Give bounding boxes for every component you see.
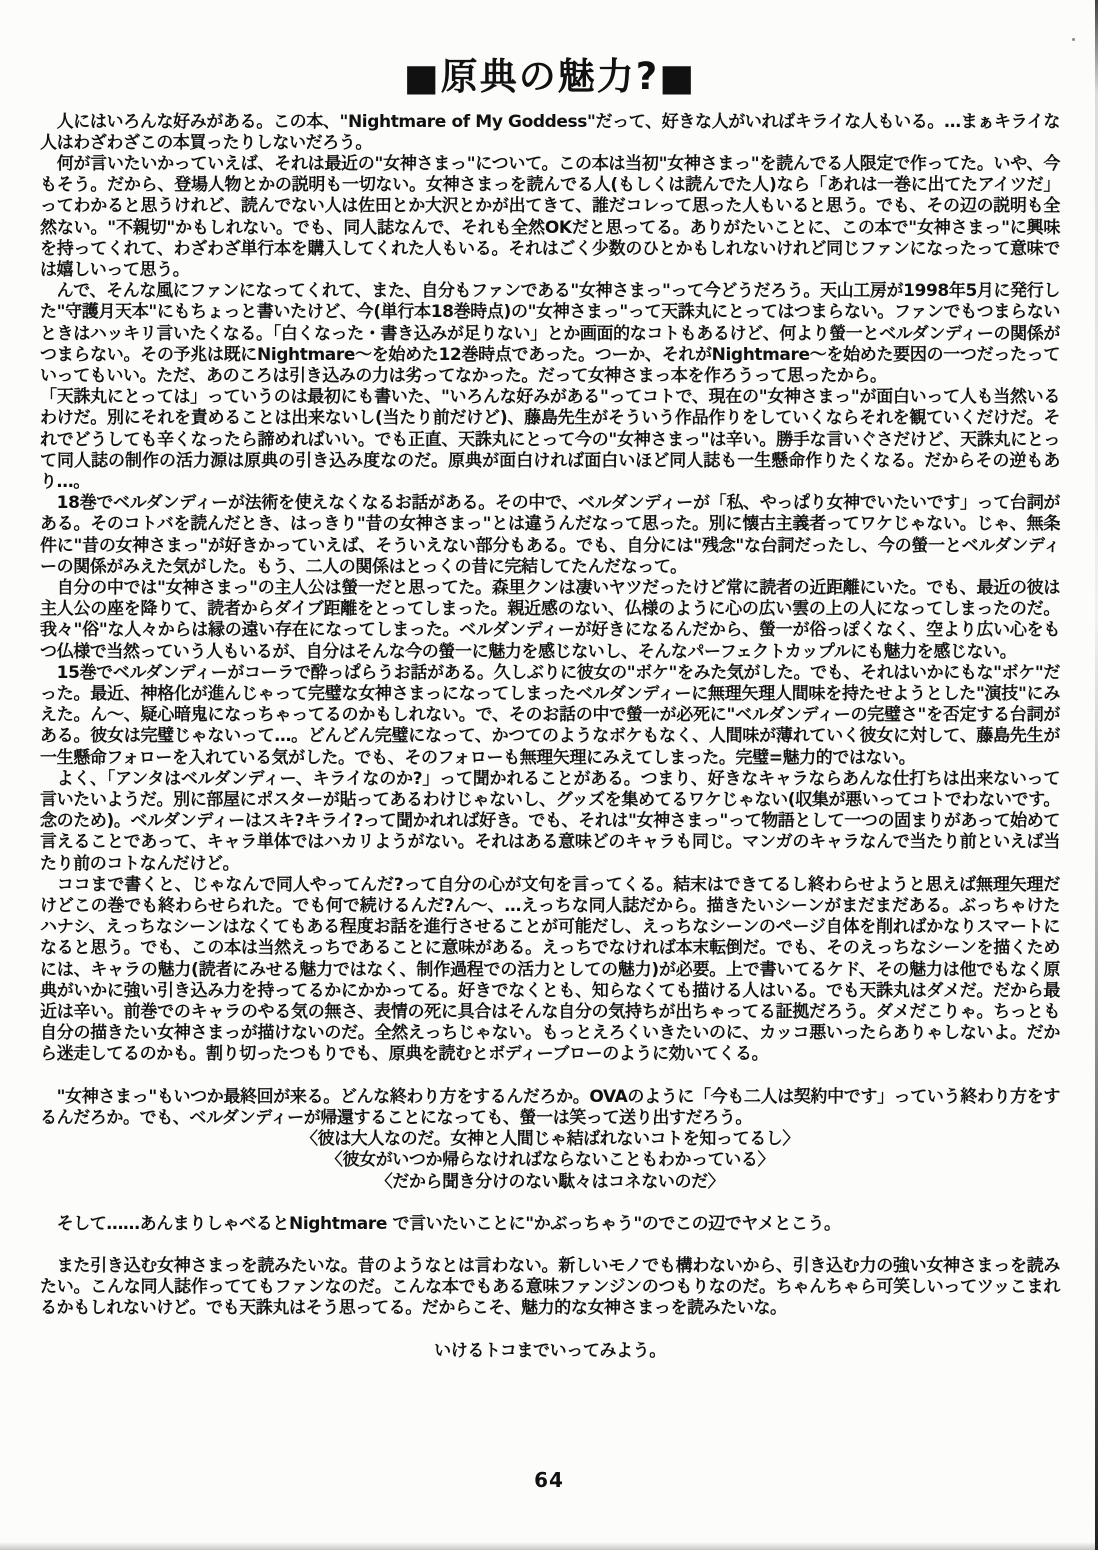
paragraph: 〈彼女がいつか帰らなければならないこともわかっている〉: [325, 1150, 775, 1171]
paragraph: 何が言いたいかっていえば、それは最近の"女神さまっ"について。この本は当初"女神さまっ"を読んでる人限定で作ってた。いや、今もそう。だから、登場人物とかの説明も一切ない。女神さまっを読んでる人(もしくは読んでた人)なら「あれは一巻に出てたアイツだ」ってわかると思うけれど、読んでない人は佐田とか大沢とかが出てきて、誰だコレって思った人もいると思う。でも、その辺の説明も全然ない。"不親切"かもしれない。でも、同人誌なんで、それも全然OKだと思ってる。ありがたいことに、この本で"女神さまっ"に興味を持ってくれて、わざわざ単行本を購入してくれた人もいる。それはごく少数のひとかもしれないけれど同じファンになったって意味では嬉しいって思う。: [40, 153, 1060, 280]
paragraph: また引き込む女神さまっを読みたいな。昔のようなとは言わない。新しいモノでも構わないから、引き込む力の強い女神さまっを読みたい。こんな同人誌作っててもファンなのだ。こんな本でもある意味ファンジンのつもりなのだ。ちゃんちゃら可笑しいってツッこまれるかもしれないけど。でも天誅丸はそう思ってる。だからこそ、魅力的な女神さまっを読みたいな。: [40, 1255, 1060, 1319]
paragraph: 18巻でベルダンディーが法術を使えなくなるお話がある。その中で、ベルダンディーが「私、やっぱり女神でいたいです」って台詞がある。そのコトバを読んだとき、はっきり"昔の女神さまっ"とは違うんだなって思った。別に懐古主義者ってワケじゃない。じゃ、無条件に"昔の女神さまっ"が好きかっていえば、そういえない部分もある。でも、自分には"残念"な台詞だったし、今の螢一とベルダンディーの関係がみえた気がした。もう、二人の関係はとっくの昔に完結してたんだなって。: [40, 493, 1060, 577]
paragraph: "女神さまっ"もいつか最終回が来る。どんな終わり方をするんだろか。OVAのように「今も二人は契約中です」っていう終わり方をするんだろか。でも、ベルダンディーが帰還することになっても、螢一は笑って送り出すだろう。: [40, 1086, 1060, 1128]
paragraph: 自分の中では"女神さまっ"の主人公は螢一だと思ってた。森里クンは凄いヤツだったけど常に読者の近距離にいた。でも、最近の彼は主人公の座を降りて、読者からダイブ距離をとってしまった。親近感のない、仏様のように心の広い雲の上の人になってしまったのだ。我々"俗"な人々からは縁の遠い存在になってしまった。ベルダンディーが好きになるんだから、螢一が俗っぽくなく、空より広い心をもつ仏様で当然っていう人もいるが、自分はそんな今の螢一に魅力を感じないし、そんなパーフェクトカップルにも魅力を感じない。: [40, 578, 1060, 662]
black-square-right-icon: ■: [659, 56, 697, 99]
scan-artifact-speck: [1072, 38, 1075, 41]
black-square-left-icon: ■: [403, 56, 441, 99]
page-number: 64: [534, 1468, 564, 1492]
essay-body: [40, 112, 1060, 1362]
paragraph: 人にはいろんな好みがある。この本、"Nightmare of My Goddess"だって、好きな人がいればキライな人もいる。…まぁキライな人はわざわざこの本買ったりしないだろう。: [40, 111, 1060, 153]
paragraph: よく、「アンタはベルダンディー、キライなのか?」って聞かれることがある。つまり、好きなキャラならあんな仕打ちは出来ないって言いたいようだ。別に部屋にポスターが貼ってあるわけじゃないし、グッズを集めてるワケじゃない(収集が悪いってコトでわないです。念のため)。ベルダンディーはスキ?キライ?って聞かれれば好き。でも、それは"女神さまっ"って物語として一つの固まりがあって始めて言えることであって、キャラ単体ではハカリようがない。それはある意味どのキャラも同じ。マンガのキャラなんで当たり前といえば当たり前のコトなんだけど。: [40, 768, 1060, 874]
paragraph: 15巻でベルダンディーがコーラで酔っぱらうお話がある。久しぶりに彼女の"ボケ"をみた気がした。でも、それはいかにもな"ボケ"だった。最近、神格化が進んじゃって完璧な女神さまっになってしまったベルダンディーに無理矢理人間味を持たせようとした"演技"にみえた。ん〜、疑心暗鬼になっちゃってるのかもしれない。で、そのお話の中で螢一が必死に"ベルダンディーの完璧さ"を否定する台詞がある。彼女は完璧じゃないって…。どんどん完璧になって、かつてのようなボケもなく、人間味が薄れていく彼女に対して、藤島先生が一生懸命フォローを入れている気がした。でも、そのフォローも無理矢理にみえてしまった。完璧=魅力的ではない。: [40, 662, 1060, 768]
paragraph: 〈彼は大人なのだ。女神と人間じゃ結ばれないコトを知ってるし〉: [301, 1129, 799, 1150]
paragraph: いけるトコまでいってみよう。: [434, 1340, 666, 1361]
page-title-text: 原典の魅力?: [440, 55, 660, 98]
paragraph: んで、そんな風にファンになってくれて、また、自分もファンである"女神さまっ"って今どうだろう。天山工房が1998年5月に発行した"守護月天本"にもちょっと書いたけど、今(単行本18巻時点)の"女神さまっ"って天誅丸にとってはつまらない。ファンでもつまらないときはハッキリ言いたくなる。「白くなった・書き込みが足りない」とか画面的なコトもあるけど、何より螢一とベルダンディーの関係がつまらない。その予兆は既にNightmare〜を始めた12巻時点であった。つーか、それがNightmare〜を始めた要因の一つだったっていってもいい。ただ、あのころは引き込みの力は劣ってなかった。だって女神さまっ本を作ろうって思ったから。: [40, 281, 1060, 386]
page-title: [40, 56, 1060, 99]
paragraph: 「天誅丸にとっては」っていうのは最初にも書いた、"いろんな好みがある"ってコトで、現在の"女神さまっ"が面白いって人も当然いるわけだ。別にそれを責めることは出来ないし(当たり前だけど)、藤島先生がそういう作品作りをしていくならそれを観ていくだけだ。それでどうしても辛くなったら諦めればいい。でも正直、天誅丸にとって今の"女神さまっ"は辛い。勝手な言いぐさだけど、天誅丸にとって同人誌の制作の活力源は原典の引き込み度なのだ。原典が面白ければ面白いほど同人誌も一生懸命作りたくなる。だからその逆もあり…。: [40, 387, 1060, 492]
paragraph: 〈だから聞き分けのない駄々はコネないのだ〉: [375, 1171, 725, 1192]
paragraph: ココまで書くと、じゃなんで同人やってんだ?って自分の心が文句を言ってくる。結末はできてるし終わらせようと思えば無理矢理だけどこの巻でも終わらせられた。でも何で続けるんだ?ん〜、…えっちな同人誌だから。描きたいシーンがまだまだある。ぶっちゃけたハナシ、えっちなシーンはなくてもある程度お話を進行させることが可能だし、えっちなシーンのページ自体を削ればかなりスマートになると思う。でも、この本は当然えっちであることに意味がある。えっちでなければ本末転倒だ。でも、そのえっちなシーンを描くためには、キャラの魅力(読者にみせる魅力ではなく、制作過程での活力としての魅力)が必要。上で書いてるケド、その魅力は他でもなく原典がいかに強い引き込み力を持ってるかにかかってる。好きでなくとも、知らなくても描ける人はいる。でも天誅丸はダメだ。だから最近は辛い。前巻でのキャラのやる気の無さ、表情の死に具合はそんな自分の気持ちが出ちゃってる証拠だろう。ダメだこりゃ。ちっとも自分の描きたい女神さまっが描けないのだ。全然えっちじゃない。もっとえろくいきたいのに、カッコ悪いったらありゃしないよ。だから迷走してるのかも。割り切ったつもりでも、原典を読むとボディーブローのように効いてくる。: [40, 874, 1060, 1065]
scan-artifact-bottom-shade: [0, 1542, 1098, 1550]
paragraph: そして……あんまりしゃべるとNightmare で言いたいことに"かぶっちゃう"のでこの辺でヤメとこう。: [40, 1213, 841, 1234]
